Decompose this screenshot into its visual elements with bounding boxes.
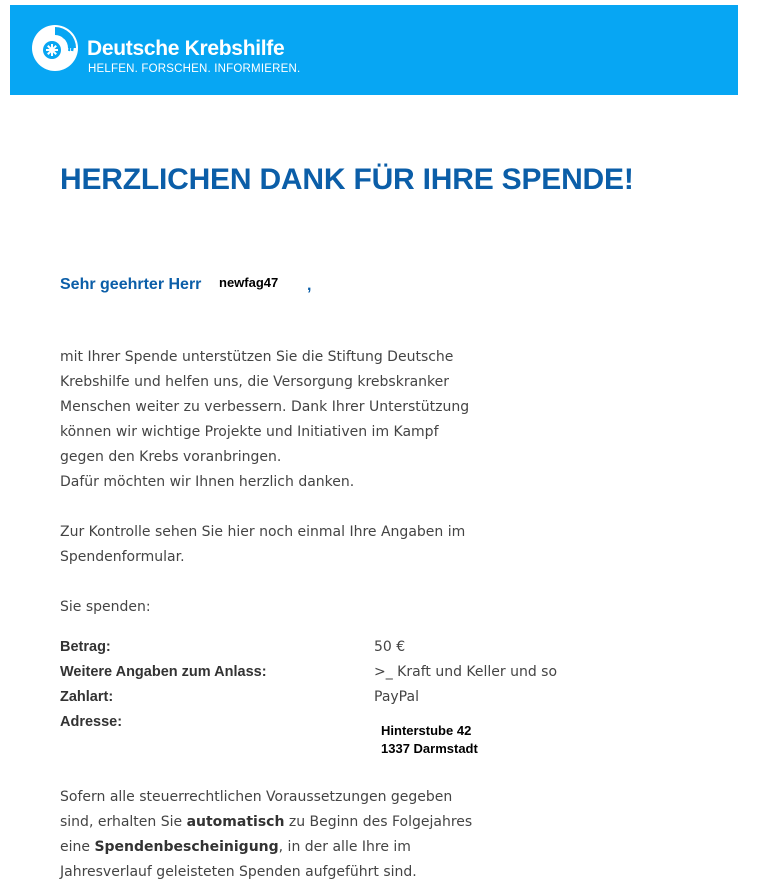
donation-details [60,635,720,755]
address-city: 1337 Darmstadt [381,741,478,756]
detail-value-payment: PayPal [374,689,419,705]
brand-tagline: HELFEN. FORSCHEN. INFORMIEREN. [88,63,301,75]
text-line: Krebshilfe und helfen uns, die Versorgung krebskranker [60,374,450,390]
text-line [60,810,472,835]
donation-intro: Sie spenden: [60,599,151,615]
detail-label-payment: Zahlart: [60,689,114,705]
text-line: Sofern alle steuerrechtlichen Voraussetzungen gegeben [60,789,453,805]
address-street: Hinterstube 42 [381,723,472,738]
text-line: Menschen weiter zu verbessern. Dank Ihrer Unterstützung [60,399,470,415]
email-header-banner [10,5,738,95]
bold-spendenbescheinigung: Spendenbescheinigung [94,839,279,855]
brand-name: Deutsche Krebshilfe [87,37,285,60]
text-line: Zur Kontrolle sehen Sie hier noch einmal Ihre Angaben im [60,524,466,540]
salutation-name: newfag47 [219,275,279,290]
text-segment: zu Beginn des Folgejahres [284,814,473,830]
detail-label-address: Adresse: [60,714,123,730]
bold-automatisch: automatisch [186,814,285,830]
text-line [60,835,472,860]
detail-label-occasion: Weitere Angaben zum Anlass: [60,664,267,680]
text-line: Spendenformular. [60,549,185,565]
control-paragraph [60,520,465,570]
detail-value-amount: 50 € [374,639,406,655]
text-line: Jahresverlauf geleisteten Spenden aufgeführt sind. [60,864,417,880]
text-line: können wir wichtige Projekte und Initiativen im Kampf [60,424,439,440]
text-line: gegen den Krebs voranbringen. [60,449,282,465]
text-line: Dafür möchten wir Ihnen herzlich danken. [60,474,355,490]
text-segment: eine [60,839,95,855]
salutation-greeting: Sehr geehrter Herr [60,276,202,293]
krebshilfe-logo-icon [30,23,80,73]
text-line: mit Ihrer Spende unterstützen Sie die Stiftung Deutsche [60,349,454,365]
text-segment: , in der alle Ihre im [278,839,411,855]
page-title: HERZLICHEN DANK FÜR IHRE SPENDE! [60,163,634,196]
detail-label-amount: Betrag: [60,639,111,655]
text-segment: sind, erhalten Sie [60,814,187,830]
certificate-paragraph [60,785,472,885]
detail-value-occasion: >_ Kraft und Keller und so [374,664,558,680]
salutation-comma: , [307,277,312,294]
detail-value-address [381,722,478,758]
thanks-paragraph [60,345,469,495]
